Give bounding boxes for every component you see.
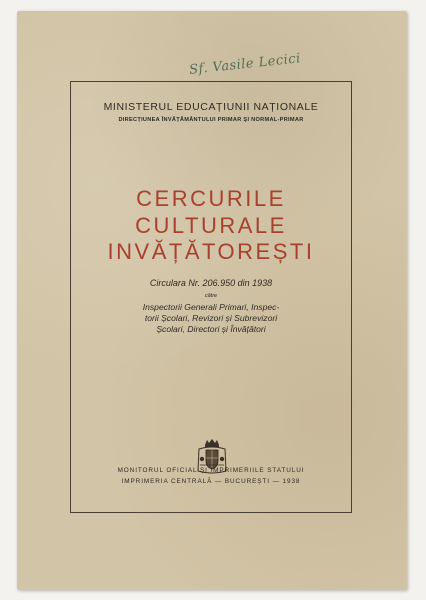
circular-number: Circulara Nr. 206.950 din 1938	[149, 278, 273, 288]
handwritten-signature: Sf. Vasile Lecici	[188, 51, 302, 78]
publisher-line-2: IMPRIMERIA CENTRALĂ — BUCUREȘTI — 1938	[121, 478, 301, 485]
title-line-3: INVĂȚĂTOREȘTI	[107, 239, 315, 264]
title-line-2: CULTURALE	[135, 213, 287, 238]
to-word: către	[204, 293, 218, 299]
recipients-line-3: Școlari, Directori și Învățători	[156, 324, 266, 334]
directorate-name: DIRECȚIUNEA ÎNVĂȚĂMÂNTULUI PRIMAR ȘI NORMAL-PRIMAR	[118, 117, 304, 123]
recipients-line-2: torii Școlari, Revizori și Subrevizori	[144, 313, 278, 323]
publisher-line-1: MONITORUL OFICIAL ȘI IMPRIMERIILE STATULUI	[117, 467, 305, 474]
ministry-name: MINISTERUL EDUCAȚIUNII NAȚIONALE	[103, 101, 319, 113]
book-cover	[17, 11, 407, 590]
recipients-line-1: Inspectorii Generali Primari, Inspec-	[142, 302, 280, 312]
cover-frame	[70, 81, 352, 513]
title-line-1: CERCURILE	[136, 186, 286, 211]
